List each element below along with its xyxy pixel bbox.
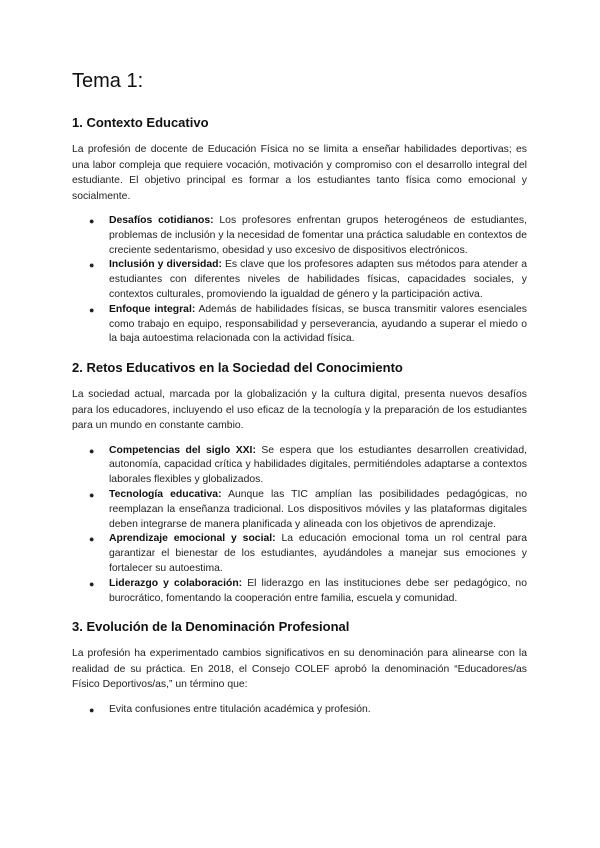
list-item-text: Evita confusiones entre titulación académica y profesión. [109,703,371,715]
bullet-icon: ● [89,445,95,456]
section-paragraph: La profesión de docente de Educación Física no se limita a enseñar habilidades deportivas; es una labor compleja que requiere vocación, motivación y compromiso con el desarrollo integral del estudiante. El objetivo principal es formar a los estudiantes tanto física como emocional y socialmente. [72,144,527,202]
section-contexto-educativo [72,114,527,347]
list-item [72,258,527,302]
list-item [72,444,527,488]
section-retos-educativos [72,359,527,606]
bullet-icon: ● [89,704,95,715]
list-item [72,532,527,576]
section-paragraph: La profesión ha experimentado cambios significativos en su denominación para alinearse con la realidad de su práctica. En 2018, el Consejo COLEF aprobó la denominación “Educadores/as Físico Deportivos/as,” un término que: [72,648,527,691]
list-item-text: El liderazgo en las instituciones debe ser pedagógico, no burocrático, fomentando la cooperación entre familia, escuela y comunidad. [109,577,527,604]
list-item-term: Inclusión y diversidad: [109,259,222,271]
list-item-text: Los profesores enfrentan grupos heterogéneos de estudiantes, problemas de inclusión y la necesidad de fomentar una práctica saludable en contextos de creciente sedentarismo, obesidad y uso excesivo de dispositivos electrónicos. [109,215,527,256]
list-item [72,488,527,532]
list-item [72,303,527,347]
section-evolucion-denominacion [72,618,527,717]
list-item [72,703,527,718]
section-heading: 3. Evolución de la Denominación Profesional [72,619,350,635]
bullet-list [72,444,527,607]
bullet-icon: ● [89,260,95,271]
list-item-term: Enfoque integral: [109,303,196,315]
bullet-list [72,214,527,347]
document-title: Tema 1: [72,70,144,92]
section-paragraph: La sociedad actual, marcada por la globalización y la cultura digital, presenta nuevos desafíos para los educadores, incluyendo el uso eficaz de la tecnología y la preparación de los estudiantes para un mundo en constante cambio. [72,389,527,432]
document-page [72,66,527,730]
list-item-term: Tecnología educativa: [109,489,222,501]
bullet-list [72,703,527,718]
bullet-icon: ● [89,304,95,315]
bullet-icon: ● [89,490,95,501]
bullet-icon: ● [89,534,95,545]
bullet-icon: ● [89,578,95,589]
list-item-term: Liderazgo y colaboración: [109,577,243,589]
bullet-icon: ● [89,216,95,226]
list-item-text: Se espera que los estudiantes desarrollen creatividad, autonomía, capacidad crítica y habilidades digitales, permitiéndoles adaptarse a contextos laborales flexibles y globalizados. [109,444,527,486]
section-heading: 2. Retos Educativos en la Sociedad del Conocimiento [72,360,403,376]
list-item [72,214,527,258]
list-item-term: Desafíos cotidianos: [109,215,214,226]
list-item-text: Aunque las TIC amplían las posibilidades pedagógicas, no reemplazan la enseñanza tradicional. Los dispositivos móviles y las plataformas digitales deben integrarse de manera planificada y alineada con los objetivos de aprendizaje. [109,489,527,530]
list-item-text: La educación emocional toma un rol central para garantizar el bienestar de los estudiantes, ayudándoles a manejar sus emociones y fortalecer su autoestima. [109,533,528,575]
list-item [72,577,527,607]
list-item-text: Es clave que los profesores adapten sus métodos para atender a estudiantes con diferentes niveles de habilidades físicas, capacidades sociales, y contextos culturales, promoviendo la igualdad de género y la participación activa. [109,259,528,300]
list-item-text: Además de habilidades físicas, se busca transmitir valores esenciales como trabajo en equipo, responsabilidad y perseverancia, ayudando a superar el miedo o la baja autoestima relacionada con la actividad física. [109,303,527,345]
section-heading: 1. Contexto Educativo [72,115,209,130]
list-item-term: Competencias del siglo XXI: [109,444,256,456]
list-item-term: Aprendizaje emocional y social: [109,533,276,545]
